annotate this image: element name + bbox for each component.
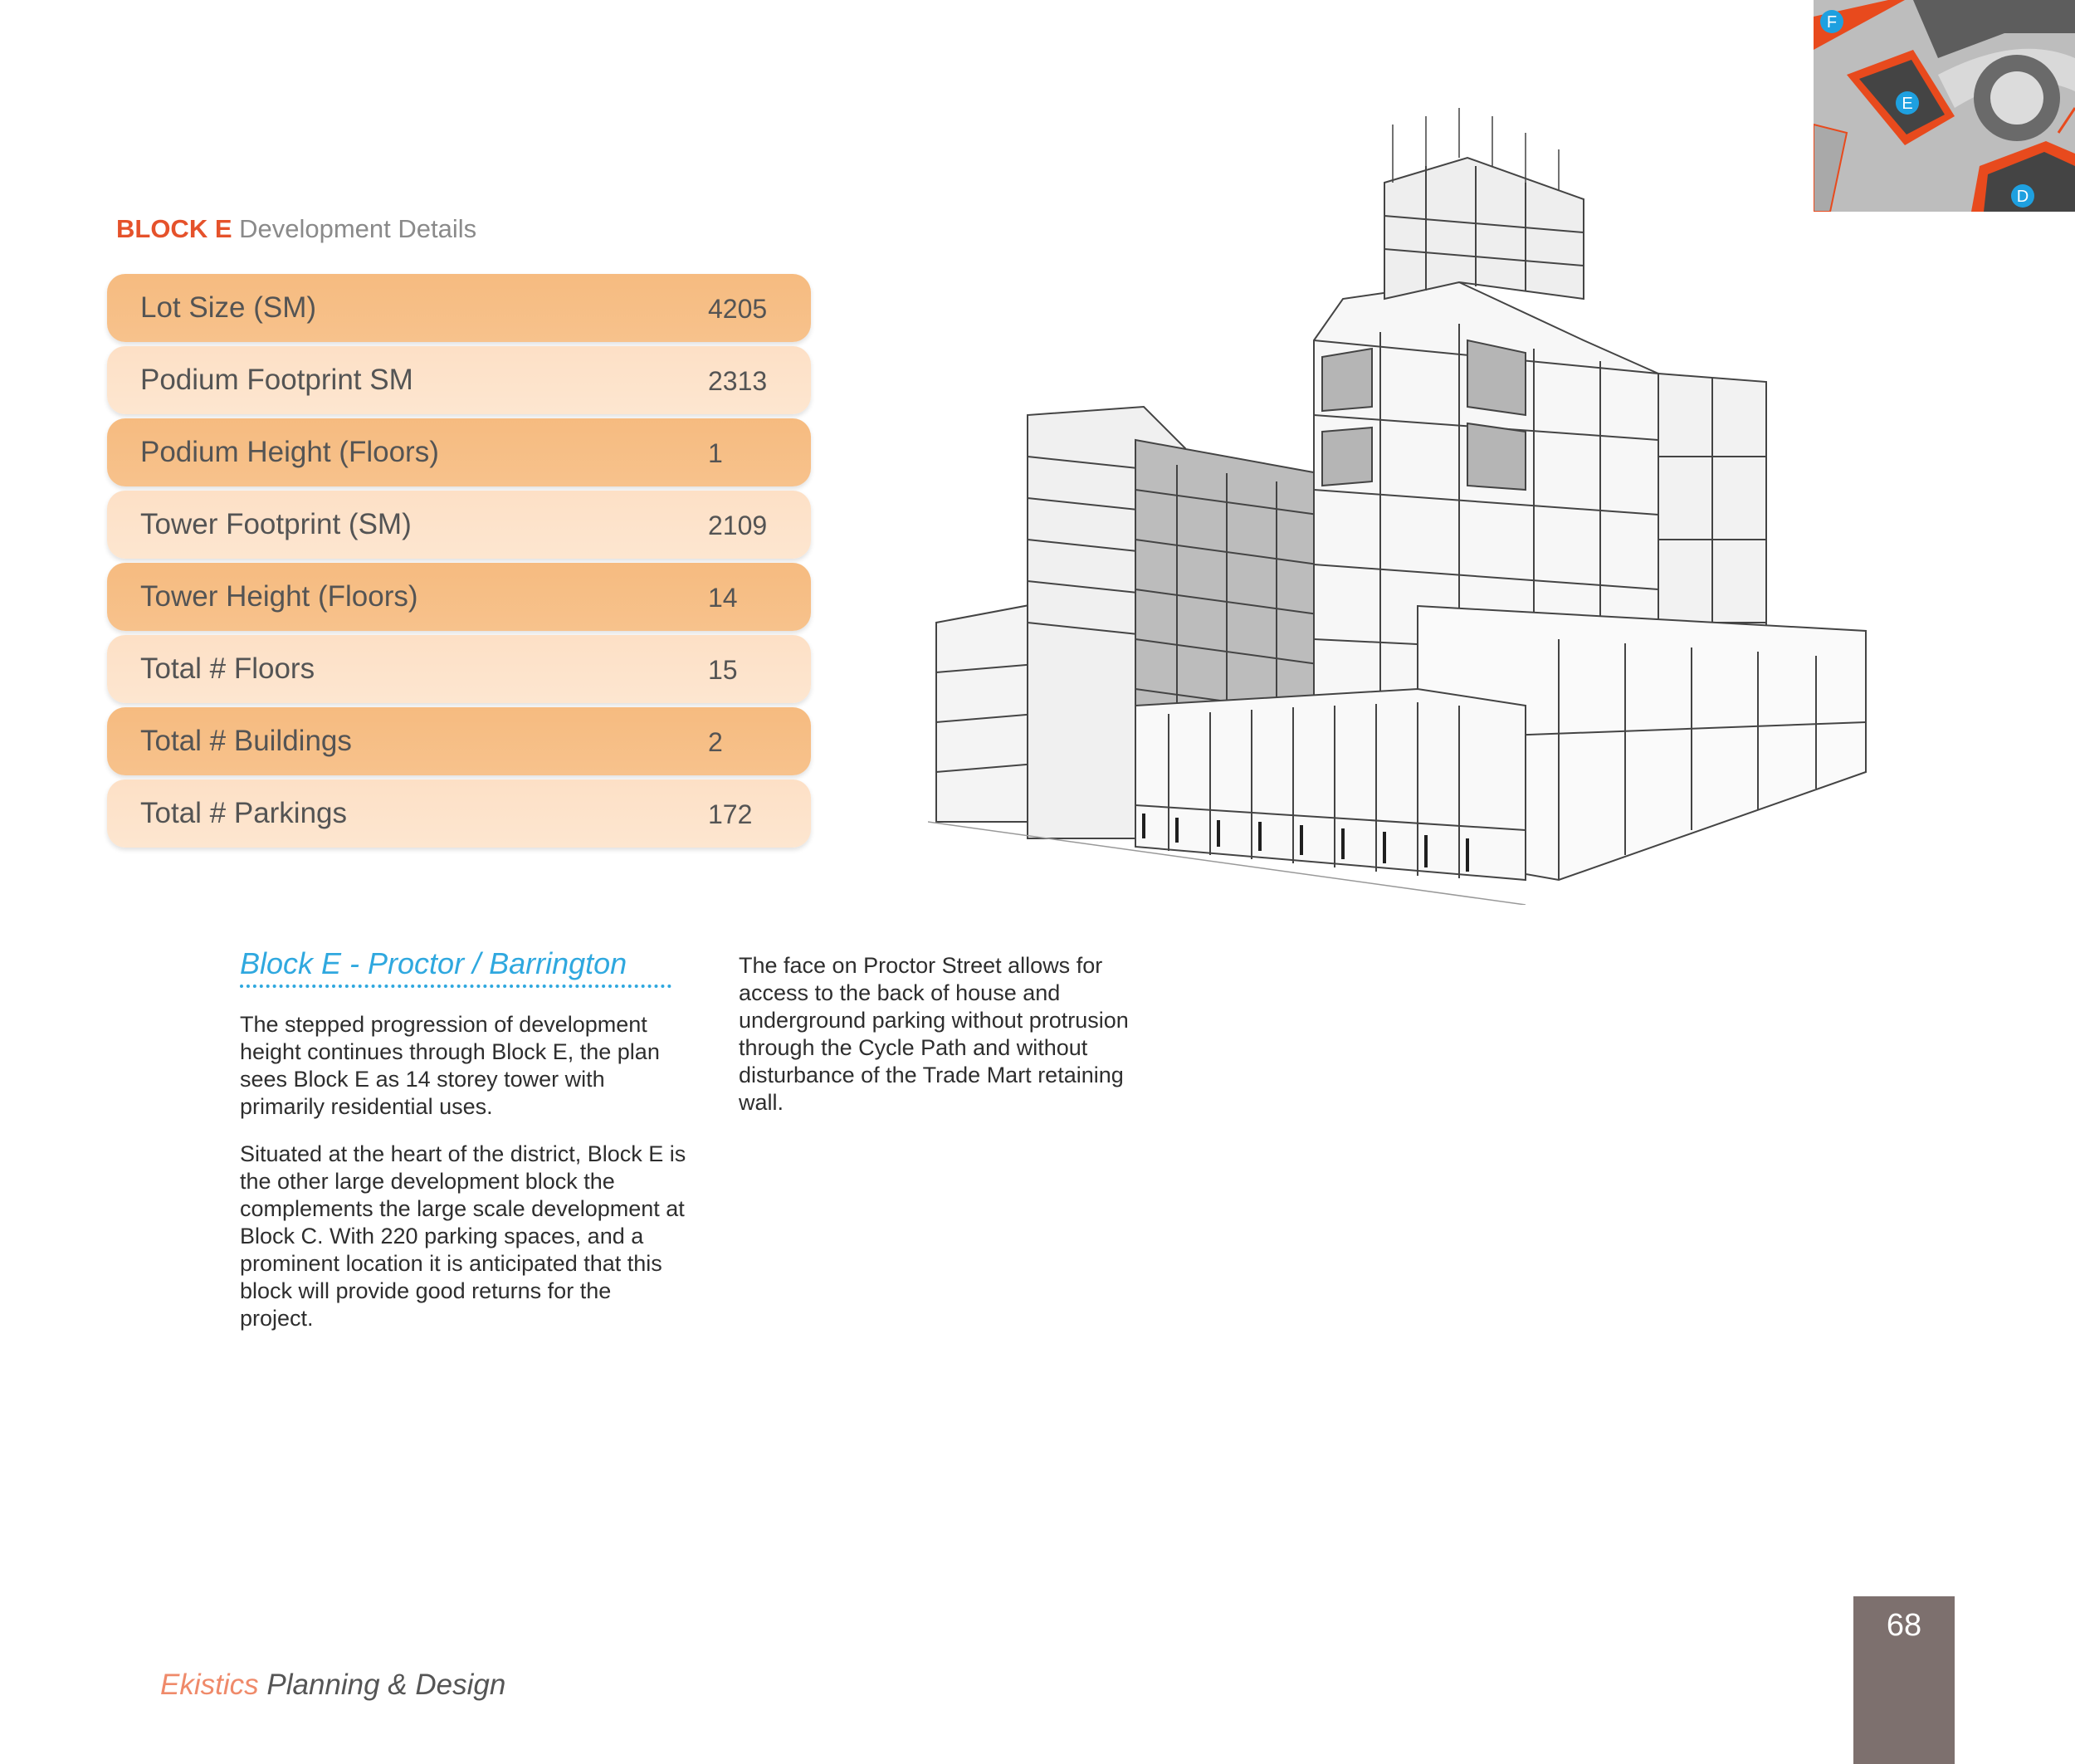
detail-label: Total # Floors	[140, 652, 315, 685]
detail-row	[107, 635, 811, 703]
detail-row	[107, 779, 811, 848]
block-label: BLOCK E	[116, 214, 232, 243]
article-paragraph: The face on Proctor Street allows for access to the back of house and underground parking without protrusion through the Cycle Path and without disturbance of the Trade Mart retaining wall.	[739, 953, 1129, 1115]
svg-text:E: E	[1902, 95, 1913, 113]
detail-value: 172	[708, 799, 753, 829]
detail-label: Total # Buildings	[140, 725, 352, 757]
footer-brand	[160, 1669, 505, 1702]
section-title-rest: Development Details	[239, 214, 477, 243]
page-number-box	[1853, 1596, 1955, 1764]
article-paragraph: The stepped progression of development height continues through Block E, the plan sees Block E as 14 storey tower with primarily residential uses.	[240, 1012, 660, 1119]
svg-text:F: F	[1826, 13, 1838, 32]
detail-label: Lot Size (SM)	[140, 291, 316, 324]
detail-value: 2109	[708, 511, 768, 540]
detail-label: Podium Height (Floors)	[140, 436, 439, 468]
article-column-right	[739, 952, 1154, 1117]
detail-label: Tower Footprint (SM)	[140, 508, 412, 540]
detail-label: Total # Parkings	[140, 797, 348, 829]
article-heading: Block E - Proctor / Barrington	[240, 946, 671, 988]
detail-label: Podium Footprint SM	[140, 364, 413, 396]
detail-row	[107, 563, 811, 631]
detail-value: 15	[708, 655, 738, 685]
footer-brand-accent: Ekistics	[160, 1669, 259, 1701]
article-column-left	[240, 1011, 688, 1352]
marker-f-icon	[1820, 10, 1843, 33]
detail-row	[107, 418, 811, 486]
building-drawing	[928, 108, 1874, 905]
detail-row	[107, 346, 811, 414]
detail-value: 14	[708, 583, 738, 613]
detail-value: 1	[708, 438, 723, 468]
detail-row	[107, 707, 811, 775]
detail-row	[107, 491, 811, 559]
section-title	[116, 214, 476, 244]
marker-d-icon	[2011, 184, 2034, 208]
details-table	[107, 274, 811, 852]
marker-e-icon	[1896, 91, 1919, 115]
svg-text:D: D	[2016, 188, 2029, 206]
article-paragraph: Situated at the heart of the district, Block E is the other large development block the complements the large scale development at Block C. With 220 parking spaces, and a prominent location it is anticipated that this block will provide good returns for the project.	[240, 1141, 686, 1331]
detail-label: Tower Height (Floors)	[140, 580, 418, 613]
detail-row	[107, 274, 811, 342]
detail-value: 4205	[708, 294, 768, 324]
page-number: 68	[1886, 1608, 1922, 1643]
detail-value: 2313	[708, 366, 768, 396]
footer-brand-rest: Planning & Design	[266, 1669, 506, 1701]
detail-value: 2	[708, 727, 723, 757]
